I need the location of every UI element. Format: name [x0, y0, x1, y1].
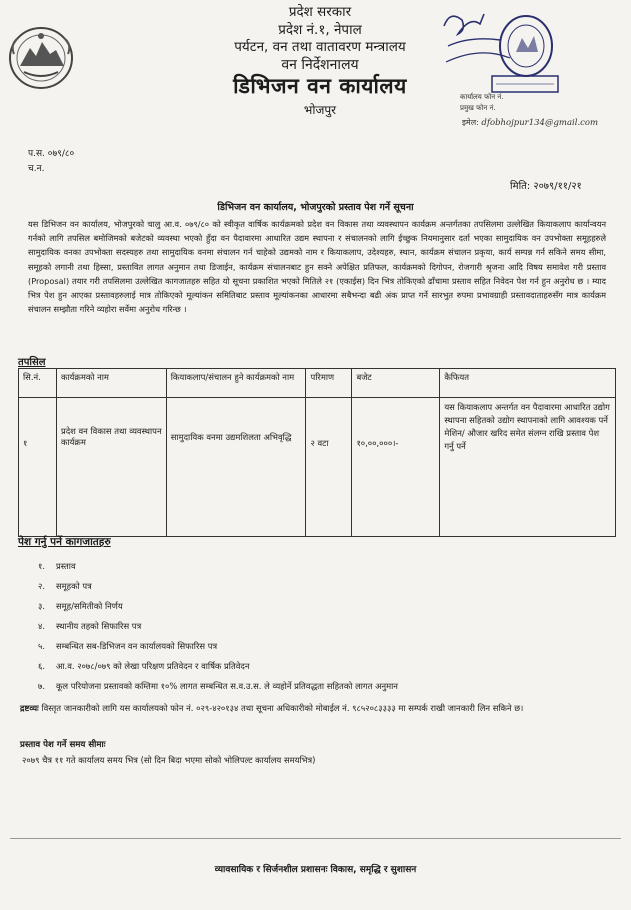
footer-divider: [10, 838, 621, 839]
list-item: ५. सम्बन्धित सब-डिभिजन वन कार्यालयको सिफारिस पत्र: [38, 641, 218, 651]
header-line-1: प्रदेश सरकार: [288, 4, 352, 20]
cell-activity: सामुदायिक वनमा उद्यमशिलता अभिवृद्धि: [166, 398, 306, 537]
documents-title: पेश गर्नु पर्ने कागजातहरु: [18, 536, 111, 548]
table-header: कैफियत: [440, 369, 616, 398]
documents-list: [38, 556, 398, 696]
cell-remarks: यस कियाकलाप अन्तर्गत वन पैदावारमा आधारित उद्योग स्थापना सहितको उद्योग स्थापनाको लागि आवश्यक पर्ने मेशिन/ औजार खरिद समेत संलग्न राखि प्रस्ताव पेश गर्नु पर्ने: [440, 398, 616, 537]
footer-slogan: व्यावसायिक र सिर्जनशील प्रशासनः विकास, समृद्धि र सुशासन: [214, 865, 417, 875]
email-address: dfobhojpur134@gmail.com: [481, 118, 599, 128]
table-header: कार्यक्रमको नाम: [56, 369, 166, 398]
list-item: ७. कूल परियोजना प्रस्तावको कम्तिमा १०% लागत सम्बन्धित स.व.उ.स. ले व्यहोर्ने प्रतिवद्धता सहितको लागत अनुमान: [38, 681, 398, 691]
notice-body: यस डिभिजन वन कार्यालय, भोजपुरको चालु आ.व. ०७९/८० को स्वीकृत वार्षिक कार्यक्रमको प्रदेश वन विकास तथा व्यवस्थापन कार्यक्रम अन्तर्गतका तपसिलमा उल्लेखित कियाकलाप कार्यान्वयन गर्नको लागि तपसिल बमोजिमको बजेटको व्यवस्था भएको हुँदा वन पैदावारमा आधारित उद्यम स्थापना र संचालनको लागि ईच्छुक नियमानुसार दर्ता भएका सामुदायिक वन उपभोक्ता समूहहरुले सामुदायिक वनका उपभोक्ता सदस्यहरु तथा सामुदायिक वनमा संचालन गर्न चाहेको उद्यमको नाम र कियाकलाप, उदेश्यहरु, स्थान, कार्यक्रम संचालन प्रकृया, कार्य सम्पन्न गर्न सकिने समय सीमा, समूहको लगानी तथा हिस्सा, प्रस्तावित लागत अनुमान तथा डिजाईन, कार्यक्रम संचालनबाट हुन सक्ने अपेक्षित प्रतिफल, कार्यक्रमको दिगोपन, रोजगारी श्रृजना आदि विषय समावेश गरी प्रस्ताव (Proposal) तयार गरी तपसिलमा उल्लेखित कागजातहरु सहित यो सूचना प्रकाशित भएको मितिले २१ (एकाईस) दिन भित्र तोकिएको ढाँचामा प्रस्ताव सहित निवेदन पेश गर्न हुन अनुरोध छ । म्याद भित्र पेश हुन आएका प्रस्तावहरुलाई मात्र तोकिएको मूल्यांकन समितिबाट प्रस्ताव मूल्यांकनका आधारमा सबैभन्दा बढी अंक प्राप्त गर्ने सारभुत रुपमा प्रभावग्राही प्रस्तावदाताहरुसँग मात्र कार्यक्रम संचालन सम्झौता गरिने व्यहोरा सर्वेमा अनुरोध गरिन्छ ।: [28, 219, 606, 315]
table-header-row: [19, 369, 616, 398]
note-label: द्रष्टव्यः: [20, 703, 39, 713]
table-header: परिमाण: [306, 369, 352, 398]
chief-phone: प्रमुख फोन नं.: [460, 104, 496, 112]
header-ministry: पर्यटन, वन तथा वातावरण मन्त्रालय: [234, 39, 406, 55]
government-emblem-icon: [6, 24, 76, 92]
note-text: विस्तृत जानकारीको लागि यस कार्यालयको फोन नं. ०२९-४२०१३४ तथा सूचना अधिकारीको मोबाईल नं. ९८५२०८३३३३ मा सम्पर्क राखी जानकारी लिन सकिने छ।: [41, 703, 524, 713]
office-phone: कार्यालय फोन नं.: [460, 93, 504, 101]
cell-sn: १: [19, 398, 57, 537]
dispatch-number: च.न.: [28, 164, 45, 174]
cell-program: प्रदेश वन विकास तथा व्यवस्थापन कार्यक्रम: [56, 398, 166, 537]
list-item: २. समूहको पत्र: [38, 581, 92, 591]
notice-date: मिति: २०७९/११/२१: [510, 181, 582, 192]
deadline-label: प्रस्ताव पेश गर्ने समय सीमाः: [20, 740, 106, 750]
table-header: कियाकलाप/संचालन हुने कार्यक्रमको नाम: [166, 369, 306, 398]
list-item: ३. समूह/समितीको निर्णय: [38, 601, 123, 611]
deadline-value: २०७९ चैत्र ११ गते कार्यालय समय भित्र (सो दिन बिदा भएमा सोको भोलिपल्ट कार्यालय समयभित्र): [22, 755, 316, 765]
program-table: [18, 368, 616, 537]
cell-quantity: २ वटा: [306, 398, 352, 537]
list-item: ६. आ.व. २०७८/०७९ को लेखा परिक्षण प्रतिवेदन र वार्षिक प्रतिवेदन: [38, 661, 250, 671]
list-item: ४. स्थानीय तहको सिफारिस पत्र: [38, 621, 142, 631]
office-title: डिभिजन वन कार्यालय: [233, 74, 407, 98]
notice-subject: डिभिजन वन कार्यालय, भोजपुरको प्रस्ताव पेश गर्ने सूचना: [217, 202, 414, 213]
cell-budget: १०,००,०००।-: [352, 398, 440, 537]
table-row: [19, 398, 616, 537]
header-directorate: वन निर्देशनालय: [281, 57, 359, 73]
table-header: सि.नं.: [19, 369, 57, 398]
header-line-2: प्रदेश नं.१, नेपाल: [278, 22, 362, 38]
contact-email-line: [462, 117, 598, 128]
note: [20, 700, 620, 716]
email-label: इमेल:: [462, 118, 479, 127]
office-location: भोजपुर: [303, 103, 337, 117]
details-label: तपसिल: [18, 357, 46, 368]
list-item: १. प्रस्ताव: [38, 561, 76, 571]
table-header: बजेट: [352, 369, 440, 398]
office-stamp-icon: [440, 6, 560, 96]
letter-reference: प.स. ०७९/८०: [28, 149, 75, 159]
